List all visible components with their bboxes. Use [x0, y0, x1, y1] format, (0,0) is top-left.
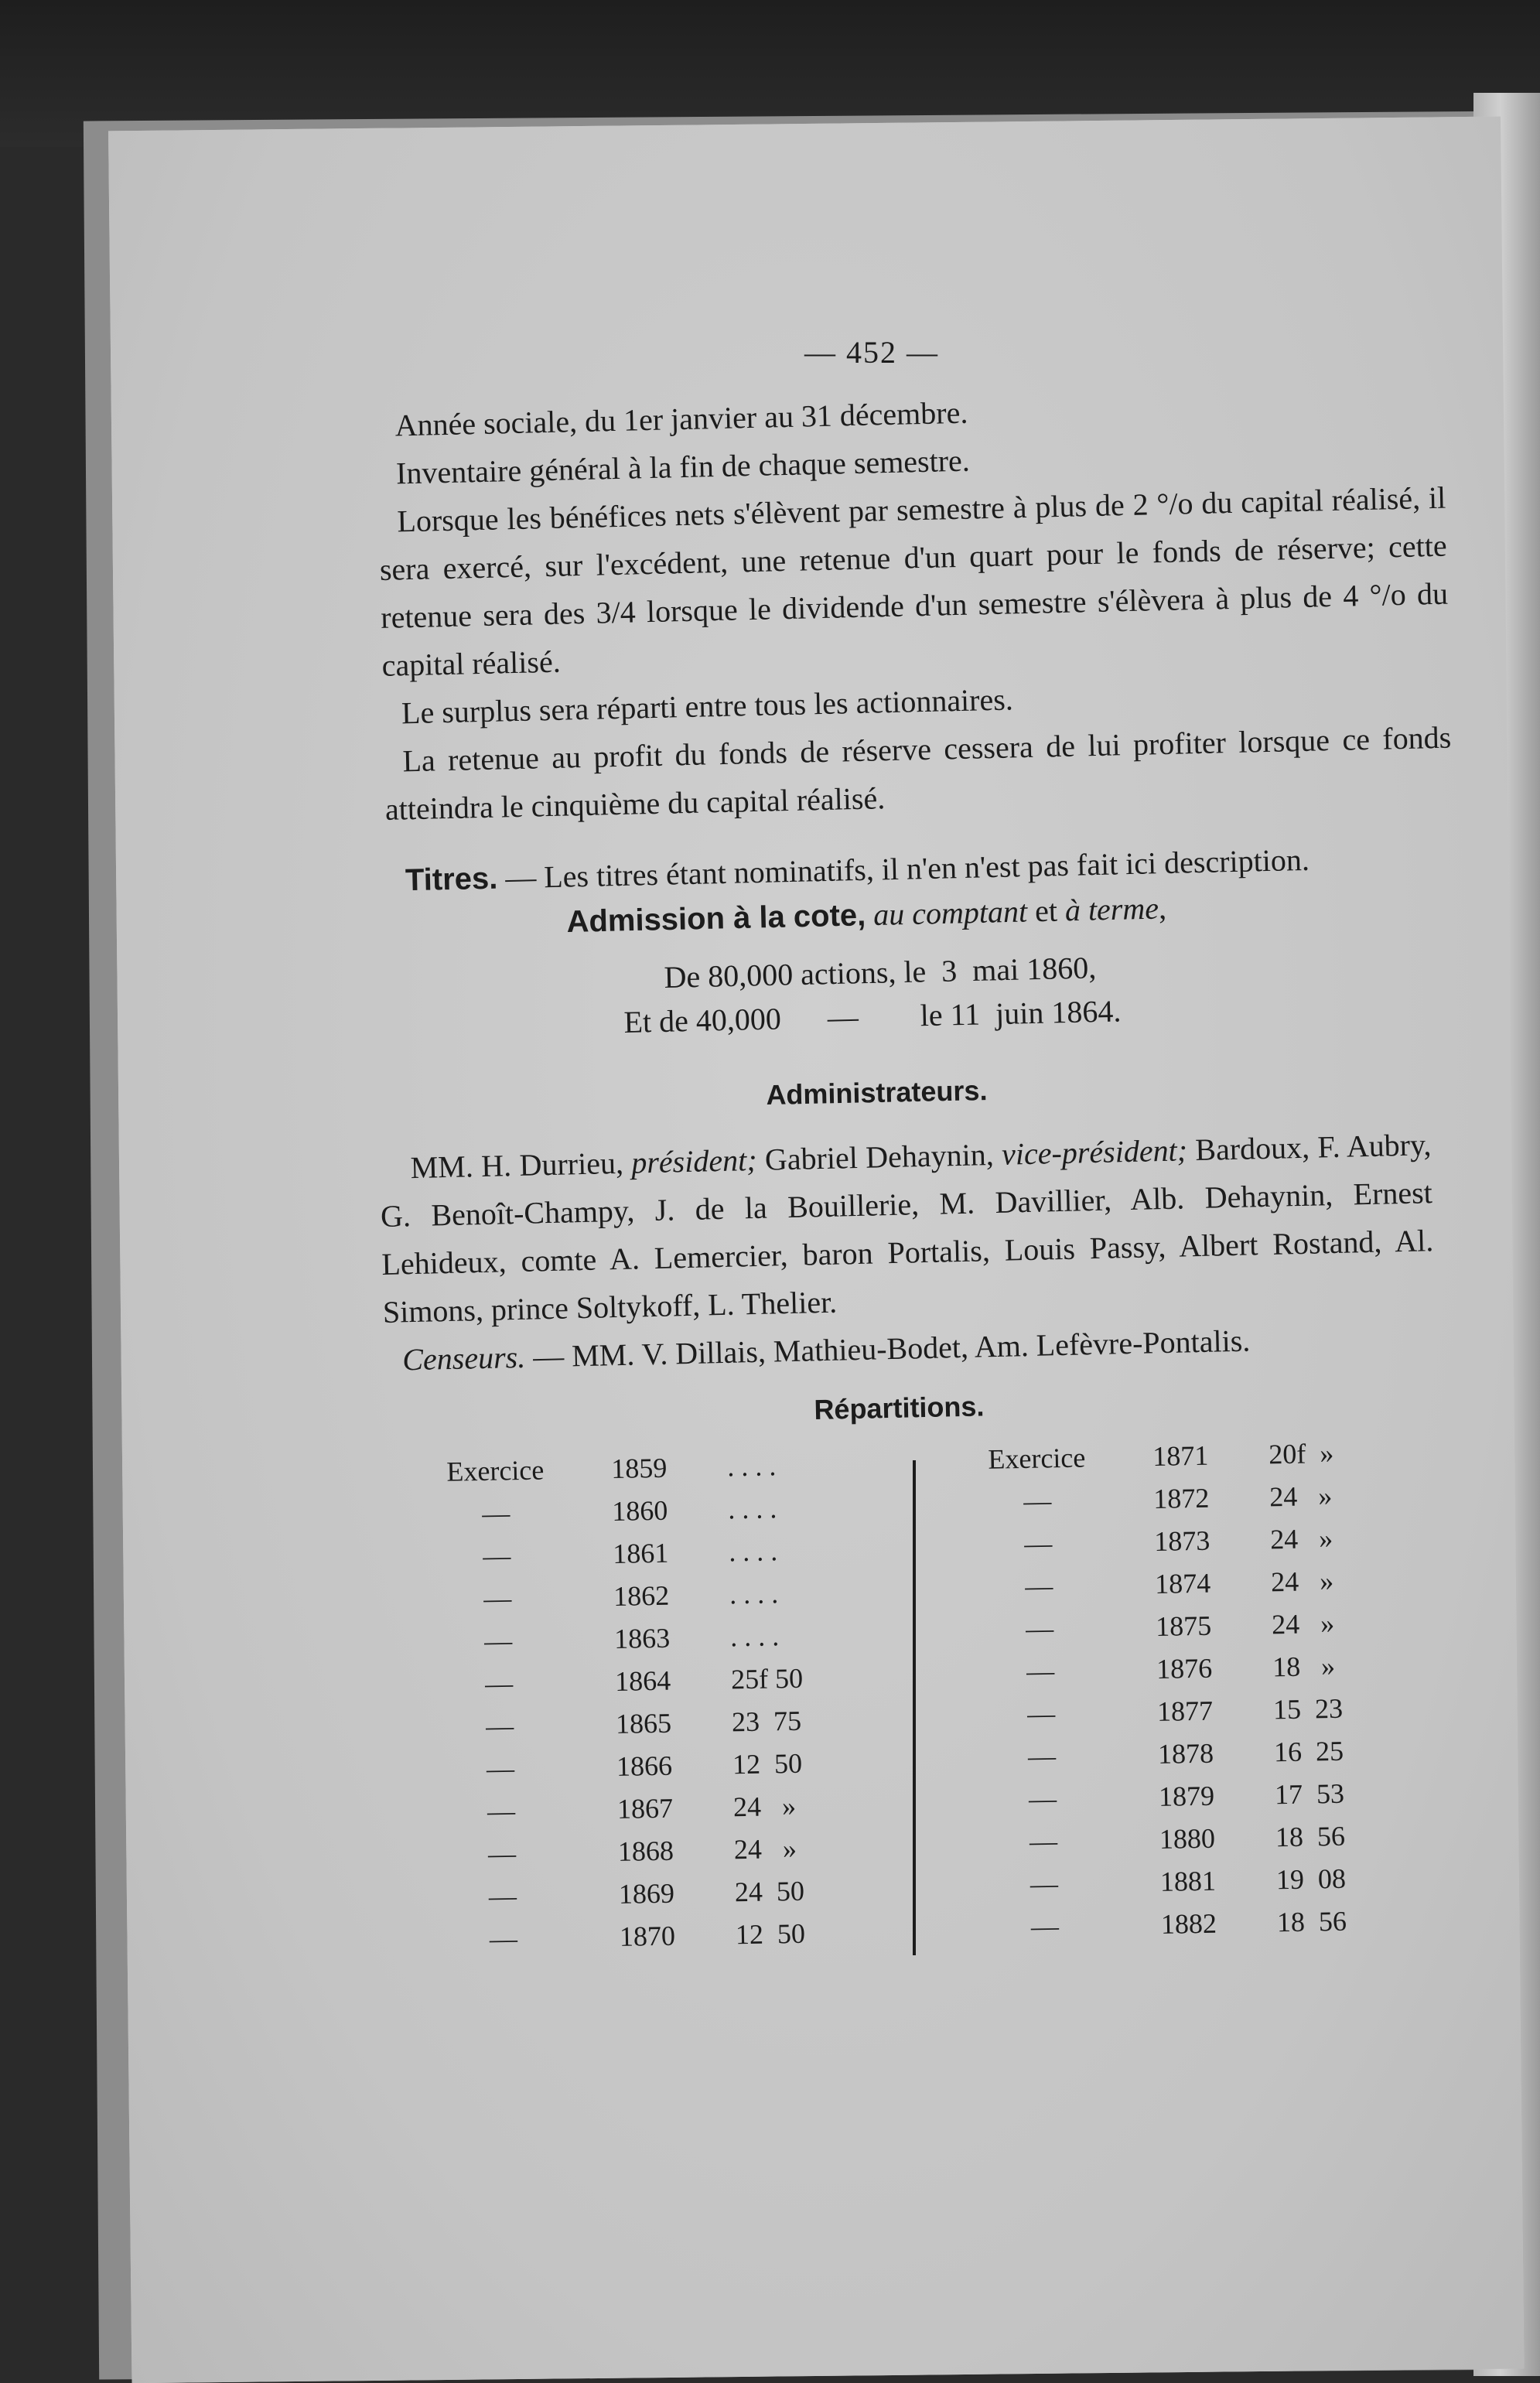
- admission-italic-2: à terme: [1064, 890, 1159, 928]
- row-year: 1877: [1156, 1695, 1214, 1727]
- row-value: 23 75: [731, 1705, 802, 1738]
- row-value: 24 50: [734, 1875, 805, 1908]
- row-label: —: [483, 1582, 512, 1614]
- administrateurs-text: [379, 1121, 1436, 1384]
- row-value: 19 08: [1275, 1862, 1347, 1896]
- row-year: 1882: [1160, 1907, 1217, 1940]
- row-year: 1872: [1152, 1482, 1210, 1514]
- row-label: —: [484, 1668, 514, 1699]
- row-label: —: [486, 1753, 515, 1784]
- row-label: —: [1023, 1528, 1053, 1559]
- admission-italic-1: au comptant: [872, 893, 1028, 932]
- row-year: 1879: [1158, 1780, 1215, 1812]
- admission-mid: et: [1026, 893, 1066, 929]
- row-year: 1880: [1159, 1822, 1216, 1855]
- row-year: 1874: [1154, 1567, 1211, 1599]
- admission-label: Admission à la cote,: [566, 898, 866, 939]
- row-year: 1864: [614, 1664, 671, 1697]
- row-year: 1878: [1157, 1737, 1214, 1770]
- row-label: —: [1026, 1698, 1056, 1729]
- row-year: 1859: [610, 1452, 668, 1484]
- admin-president: président;: [630, 1142, 757, 1180]
- administrateurs-heading: Administrateurs.: [766, 1074, 988, 1111]
- row-value: 24 »: [1269, 1480, 1333, 1513]
- censeurs-text: — MM. V. Dillais, Mathieu-Bodet, Am. Lefèvre-Pontalis.: [524, 1323, 1251, 1374]
- admin-rest: Bardoux, F. Aubry, G. Benoît-Champy, J. de la Bouillerie, M. Davillier, Alb. Dehaynin, Ernest Lehideux, comte A. Lemercier, baron Portalis, Louis Passy, Albert Rostand, Al. Simons, prince Soltykoff, L. Thelier.: [380, 1127, 1434, 1330]
- row-value: 16 25: [1273, 1735, 1344, 1768]
- row-label: —: [1023, 1485, 1052, 1517]
- paragraph: Inventaire général à la fin de chaque semestre.: [395, 442, 971, 491]
- row-value: 12 50: [732, 1747, 803, 1780]
- row-value: 18 »: [1272, 1650, 1336, 1683]
- admin-prefix: MM. H. Durrieu,: [410, 1145, 632, 1186]
- row-label: Exercice: [988, 1442, 1086, 1475]
- row-year: 1870: [619, 1920, 676, 1952]
- row-value: 24 »: [1269, 1522, 1333, 1555]
- row-year: 1871: [1152, 1439, 1209, 1472]
- row-value: 24 »: [732, 1790, 797, 1823]
- admission-line-1: De 80,000 actions, le 3 mai 1860,: [664, 950, 1097, 995]
- row-value: 24 »: [733, 1832, 797, 1866]
- row-label: —: [1029, 1825, 1058, 1857]
- row-year: 1863: [613, 1622, 671, 1654]
- admission-end: ,: [1158, 890, 1167, 926]
- row-value: . . . .: [729, 1620, 780, 1653]
- paragraph: Année sociale, du 1er janvier au 31 décembre.: [394, 394, 968, 443]
- administrateurs-list: [379, 1121, 1435, 1337]
- censeurs-label: Censeurs.: [401, 1339, 526, 1378]
- page-number: — 452 —: [804, 335, 939, 370]
- row-year: 1862: [613, 1579, 670, 1612]
- row-value: 15 23: [1272, 1692, 1344, 1726]
- row-label: —: [487, 1795, 516, 1827]
- row-label: —: [488, 1880, 517, 1912]
- row-label: —: [487, 1838, 517, 1869]
- row-label: Exercice: [446, 1454, 545, 1487]
- row-value: 20f »: [1268, 1437, 1334, 1470]
- row-year: 1865: [615, 1707, 672, 1739]
- row-value: . . . .: [729, 1578, 779, 1610]
- row-value: . . . .: [726, 1450, 777, 1483]
- row-value: 18 56: [1275, 1820, 1346, 1853]
- row-value: 18 56: [1276, 1905, 1347, 1938]
- paragraph: La retenue au profit du fonds de réserve cessera de lui profiter lorsque ce fonds atteindra le cinquième du capital réalisé.: [384, 719, 1452, 827]
- row-year: 1873: [1153, 1524, 1210, 1557]
- row-label: —: [482, 1540, 511, 1572]
- row-label: —: [483, 1625, 513, 1657]
- row-value: 25f 50: [730, 1662, 804, 1695]
- repartitions-heading: Répartitions.: [814, 1390, 985, 1425]
- row-label: —: [1025, 1613, 1054, 1644]
- row-year: 1867: [616, 1792, 674, 1825]
- row-label: —: [1026, 1655, 1055, 1687]
- row-value: . . . .: [727, 1493, 777, 1525]
- row-year: 1860: [611, 1494, 668, 1527]
- row-label: —: [485, 1710, 514, 1742]
- titres-label: Titres.: [405, 861, 498, 898]
- paragraph: Lorsque les bénéfices nets s'élèvent par semestre à plus de 2 °/o du capital réalisé, il sera exercé, sur l'excédent, une retenue d'un quart pour le fonds de réserve; cette retenue sera des 3/4 lorsque le dividende d'un semestre s'élèvera à plus de 4 °/o du capital réalisé.: [379, 480, 1449, 683]
- row-year: 1869: [618, 1877, 675, 1910]
- row-label: —: [1030, 1868, 1059, 1900]
- row-value: 24 »: [1271, 1607, 1335, 1640]
- row-year: 1875: [1155, 1610, 1212, 1642]
- row-year: 1868: [617, 1835, 674, 1867]
- row-value: 17 53: [1274, 1777, 1345, 1811]
- row-value: 24 »: [1270, 1565, 1334, 1598]
- row-year: 1861: [612, 1537, 669, 1569]
- row-year: 1881: [1159, 1865, 1217, 1897]
- admission-line-2: Et de 40,000 — le 11 juin 1864.: [623, 993, 1122, 1040]
- body-text: [376, 378, 1454, 905]
- row-label: —: [481, 1497, 510, 1529]
- admin-mid: Gabriel Dehaynin,: [756, 1136, 1002, 1177]
- row-label: —: [1030, 1910, 1060, 1942]
- table-divider: [913, 1460, 916, 1955]
- row-label: —: [1024, 1570, 1053, 1602]
- row-value: 12 50: [735, 1917, 806, 1951]
- admin-vice: vice-président;: [1001, 1132, 1188, 1172]
- row-value: . . . .: [728, 1535, 778, 1568]
- row-label: —: [489, 1923, 518, 1955]
- row-label: —: [1028, 1783, 1057, 1815]
- titres-text: — Les titres étant nominatifs, il n'en n'est pas fait ici description.: [497, 842, 1310, 896]
- row-year: 1876: [1156, 1652, 1213, 1685]
- paragraph: Le surplus sera réparti entre tous les actionnaires.: [401, 681, 1014, 731]
- row-year: 1866: [616, 1750, 673, 1782]
- row-label: —: [1027, 1740, 1057, 1772]
